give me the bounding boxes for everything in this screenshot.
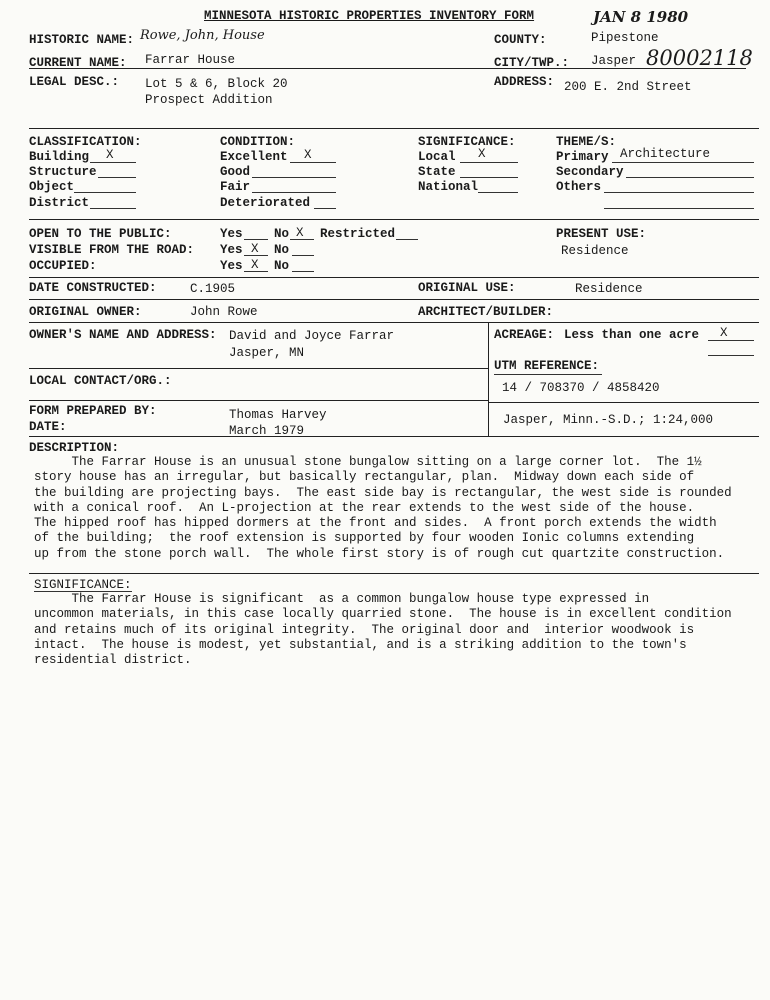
open-no-mark: X [296, 226, 304, 240]
current-name-value: Farrar House [145, 53, 236, 67]
cond-fair: Fair [220, 180, 251, 194]
description-line: of the building; the roof extension is supported by four wooden Ionic columns extending [34, 531, 695, 546]
description-line: The Farrar House is an unusual stone bungalow sitting on a large corner lot. The 1½ [34, 455, 702, 469]
cond-excellent: Excellent [220, 150, 288, 164]
county-value: Pipestone [591, 31, 659, 45]
description-line: up from the stone porch wall. The whole first story is of rough cut quartzite construction. [34, 546, 725, 561]
date-constructed-label: DATE CONSTRUCTED: [29, 281, 157, 295]
architect-label: ARCHITECT/BUILDER: [418, 305, 554, 319]
theme-others-label: Others [556, 180, 602, 194]
significance-line: residential district. [34, 653, 192, 668]
form-title: MINNESOTA HISTORIC PROPERTIES INVENTORY FORM [204, 9, 535, 23]
sig-local-mark: X [478, 147, 486, 161]
address-value: 200 E. 2nd Street [564, 80, 692, 94]
sig-national: National [418, 180, 479, 194]
description-line: story house has an irregular, but basically rectangular, plan. Midway down each side of [34, 470, 695, 485]
significance-line: The Farrar House is significant as a common bungalow house type expressed in [34, 592, 650, 606]
present-use-label: PRESENT USE: [556, 227, 647, 241]
date-constructed-value: C.1905 [190, 282, 236, 296]
class-object: Object [29, 180, 75, 194]
class-district: District [29, 196, 90, 210]
occupied-no: No [274, 259, 290, 273]
significance-label: SIGNIFICANCE: [34, 578, 132, 592]
class-building-mark: X [106, 148, 114, 162]
significance-line: intact. The house is modest, yet substantial, and is a striking addition to the town's [34, 637, 687, 652]
significance-line: uncommon materials, in this case locally quarried stone. The house is in excellent condition [34, 607, 732, 622]
original-use-label: ORIGINAL USE: [418, 281, 516, 295]
visible-yes: Yes [220, 243, 243, 257]
class-structure: Structure [29, 165, 97, 179]
utm-value: 14 / 708370 / 4858420 [502, 381, 660, 395]
description-text [34, 455, 732, 562]
visible-road-label: VISIBLE FROM THE ROAD: [29, 243, 195, 257]
local-contact-label: LOCAL CONTACT/ORG.: [29, 374, 172, 388]
owner-line2: Jasper, MN [229, 346, 305, 360]
address-label: ADDRESS: [494, 75, 555, 89]
acreage-label: ACREAGE: [494, 328, 555, 342]
legal-desc-label: LEGAL DESC.: [29, 75, 120, 89]
present-use-value: Residence [561, 244, 629, 258]
owner-line1: David and Joyce Farrar [229, 329, 395, 343]
classification-label: CLASSIFICATION: [29, 135, 142, 149]
cond-deteriorated: Deteriorated [220, 196, 311, 210]
acreage-mark: X [720, 326, 728, 340]
significance-level-label: SIGNIFICANCE: [418, 135, 516, 149]
cond-good: Good [220, 165, 251, 179]
cond-excellent-mark: X [304, 148, 312, 162]
sig-local: Local [418, 150, 456, 164]
original-owner-label: ORIGINAL OWNER: [29, 305, 142, 319]
historic-name-value: Rowe, John, House [140, 28, 265, 43]
date-value: March 1979 [229, 424, 305, 438]
theme-primary-value: Architecture [620, 147, 711, 161]
occupied-yes-mark: X [251, 258, 259, 272]
quad-map: Jasper, Minn.-S.D.; 1:24,000 [503, 413, 714, 427]
date-label: DATE: [29, 420, 67, 434]
open-public-label: OPEN TO THE PUBLIC: [29, 227, 172, 241]
sig-state: State [418, 165, 456, 179]
significance-line: and retains much of its original integrity. The original door and interior woodwook is [34, 622, 695, 637]
city-twp-value: Jasper [591, 54, 637, 68]
visible-no: No [274, 243, 290, 257]
themes-label: THEME/S: [556, 135, 617, 149]
description-line: with a conical roof. An L-projection at the rear extends to the west side of the house. [34, 500, 695, 515]
condition-label: CONDITION: [220, 135, 296, 149]
stamp-number: 80002118 [646, 46, 753, 70]
county-label: COUNTY: [494, 33, 547, 47]
class-building: Building [29, 150, 90, 164]
open-restricted: Restricted [320, 227, 396, 241]
occupied-label: OCCUPIED: [29, 259, 97, 273]
current-name-label: CURRENT NAME: [29, 56, 127, 70]
utm-label: UTM REFERENCE: [494, 359, 600, 373]
description-label: DESCRIPTION: [29, 441, 120, 455]
occupied-yes: Yes [220, 259, 243, 273]
original-owner-value: John Rowe [190, 305, 258, 319]
visible-yes-mark: X [251, 242, 259, 256]
open-yes: Yes [220, 227, 243, 241]
description-line: the building are projecting bays. The east side bay is rectangular, the west side is rounded [34, 485, 732, 500]
prepared-by-value: Thomas Harvey [229, 408, 327, 422]
theme-secondary-label: Secondary [556, 165, 624, 179]
legal-desc-line1: Lot 5 & 6, Block 20 [145, 77, 288, 91]
owner-label: OWNER'S NAME AND ADDRESS: [29, 328, 217, 342]
prepared-by-label: FORM PREPARED BY: [29, 404, 157, 418]
theme-primary-label: Primary [556, 150, 609, 164]
historic-name-label: HISTORIC NAME: [29, 33, 135, 47]
open-no: No [274, 227, 290, 241]
significance-text [34, 592, 732, 668]
legal-desc-line2: Prospect Addition [145, 93, 273, 107]
original-use-value: Residence [575, 282, 643, 296]
description-line: The hipped roof has hipped dormers at the front and sides. A front porch extends the width [34, 516, 717, 531]
acreage-value: Less than one acre [564, 328, 700, 342]
stamp-date: JAN 8 1980 [593, 8, 689, 26]
city-twp-label: CITY/TWP.: [494, 56, 570, 70]
